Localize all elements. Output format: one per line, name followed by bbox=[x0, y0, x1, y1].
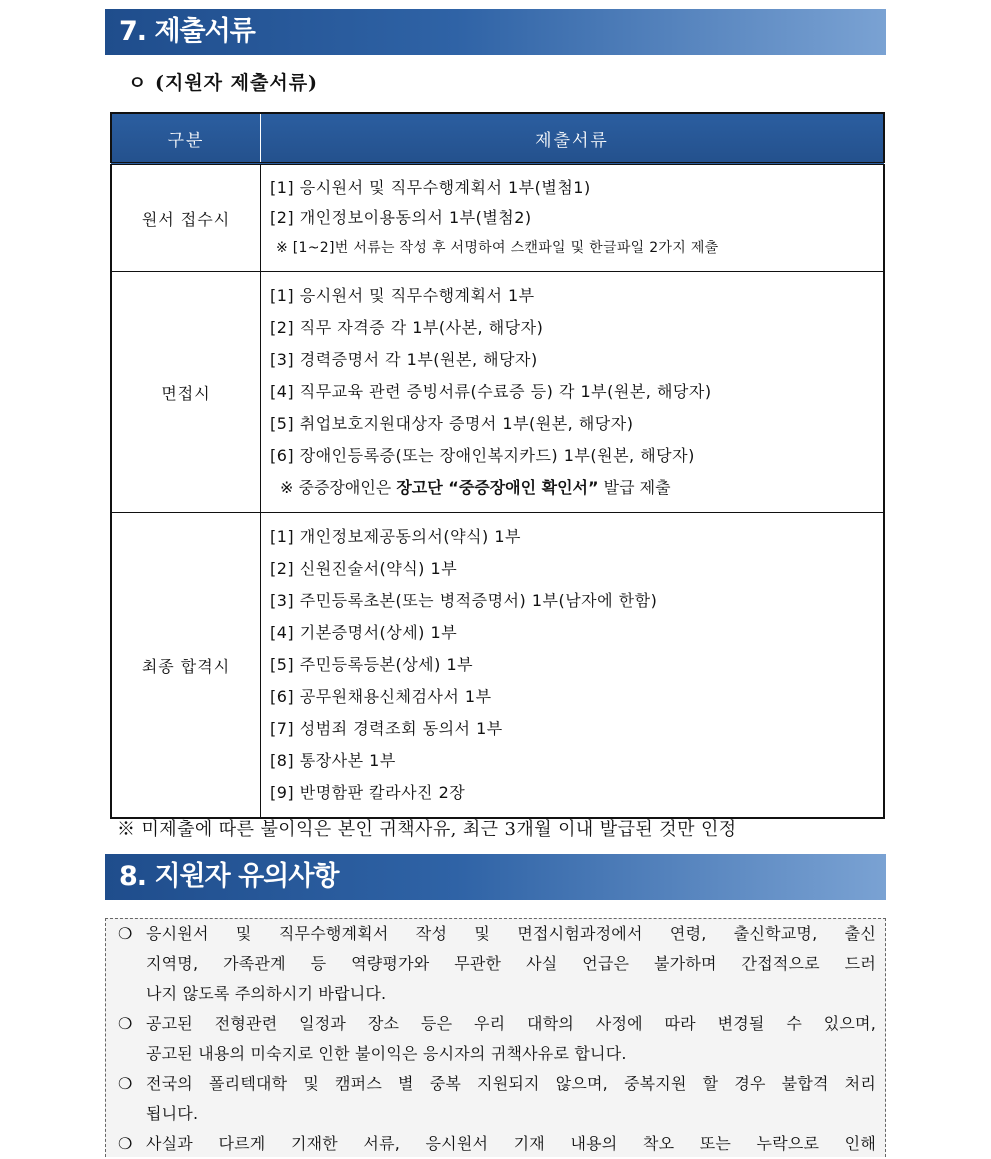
list-item: [3] 경력증명서 각 1부(원본, 해당자) bbox=[270, 350, 538, 369]
row-note bbox=[270, 472, 883, 504]
footnote: ※ 미제출에 따른 불이익은 본인 귀책사유, 최근 3개월 이내 발급된 것만 인정 bbox=[117, 819, 737, 840]
bullet-icon: ❍ bbox=[118, 1134, 133, 1153]
list-item: [2] 신원진술서(약식) 1부 bbox=[270, 559, 458, 578]
list-item: [9] 반명함판 칼라사진 2장 bbox=[270, 783, 466, 802]
note-suffix: 발급 제출 bbox=[598, 478, 671, 497]
table-header-row bbox=[111, 113, 884, 164]
notice-line: 사실과 다르게 기재한 서류, 응시원서 기재 내용의 착오 또는 누락으로 인해 bbox=[146, 1134, 876, 1153]
list-item: [6] 장애인등록증(또는 장애인복지카드) 1부(원본, 해당자) bbox=[270, 446, 695, 465]
list-item: [2] 직무 자격증 각 1부(사본, 해당자) bbox=[270, 318, 544, 337]
table-row bbox=[111, 272, 884, 513]
row-category: 최종 합격시 bbox=[111, 513, 261, 819]
header-category: 구분 bbox=[111, 113, 261, 164]
notice-line: 전국의 폴리텍대학 및 캠퍼스 별 중복 지원되지 않으며, 중복지원 할 경우 불합격 처리 bbox=[146, 1074, 876, 1093]
subheading: ㅇ (지원자 제출서류) bbox=[128, 72, 319, 94]
note-emphasis: 장고단 “중증장애인 확인서” bbox=[396, 478, 599, 497]
note-prefix: ※ 중증장애인은 bbox=[280, 478, 397, 497]
section-8-title: 8. 지원자 유의사항 bbox=[105, 854, 886, 900]
notice-line: 응시원서 및 직무수행계획서 작성 및 면접시험과정에서 연령, 출신학교명, 출신 bbox=[146, 924, 876, 943]
bullet-icon: ❍ bbox=[118, 1074, 133, 1093]
row-items bbox=[261, 164, 885, 272]
notice-line: 됩니다. bbox=[146, 1104, 199, 1123]
list-item: [1] 응시원서 및 직무수행계획서 1부 bbox=[270, 286, 535, 305]
list-item: [2] 개인정보이용동의서 1부(별첨2) bbox=[270, 208, 532, 227]
notice-line: 지역명, 가족관계 등 역량평가와 무관한 사실 언급은 불가하며 간접적으로 드러 bbox=[146, 954, 876, 973]
list-item: [5] 주민등록등본(상세) 1부 bbox=[270, 655, 474, 674]
row-category: 원서 접수시 bbox=[111, 164, 261, 272]
list-item: [7] 성범죄 경력조회 동의서 1부 bbox=[270, 719, 503, 738]
row-items bbox=[261, 513, 885, 819]
row-items bbox=[261, 272, 885, 513]
notice-box bbox=[105, 918, 886, 1157]
list-item: [3] 주민등록초본(또는 병적증명서) 1부(남자에 한함) bbox=[270, 591, 658, 610]
bullet-icon: ❍ bbox=[118, 1014, 133, 1033]
table-row bbox=[111, 164, 884, 272]
list-item: [6] 공무원채용신체검사서 1부 bbox=[270, 687, 492, 706]
bullet-icon: ❍ bbox=[118, 924, 133, 943]
table-row bbox=[111, 513, 884, 819]
row-note: ※ [1~2]번 서류는 작성 후 서명하여 스캔파일 및 한글파일 2가지 제출 bbox=[276, 240, 719, 256]
section-7-title: 7. 제출서류 bbox=[105, 9, 886, 55]
list-item: [8] 통장사본 1부 bbox=[270, 751, 396, 770]
list-item: [1] 개인정보제공동의서(약식) 1부 bbox=[270, 527, 521, 546]
row-category: 면접시 bbox=[111, 272, 261, 513]
documents-table bbox=[110, 112, 885, 819]
notice-line: 공고된 내용의 미숙지로 인한 불이익은 응시자의 귀책사유로 합니다. bbox=[146, 1044, 627, 1063]
notice-line: 공고된 전형관련 일정과 장소 등은 우리 대학의 사정에 따라 변경될 수 있으며, bbox=[146, 1014, 876, 1033]
list-item: [5] 취업보호지원대상자 증명서 1부(원본, 해당자) bbox=[270, 414, 634, 433]
notice-line: 나지 않도록 주의하시기 바랍니다. bbox=[146, 984, 387, 1003]
header-documents: 제출서류 bbox=[261, 113, 885, 164]
list-item: [4] 기본증명서(상세) 1부 bbox=[270, 623, 458, 642]
list-item: [1] 응시원서 및 직무수행계획서 1부(별첨1) bbox=[270, 178, 591, 197]
list-item: [4] 직무교육 관련 증빙서류(수료증 등) 각 1부(원본, 해당자) bbox=[270, 382, 712, 401]
